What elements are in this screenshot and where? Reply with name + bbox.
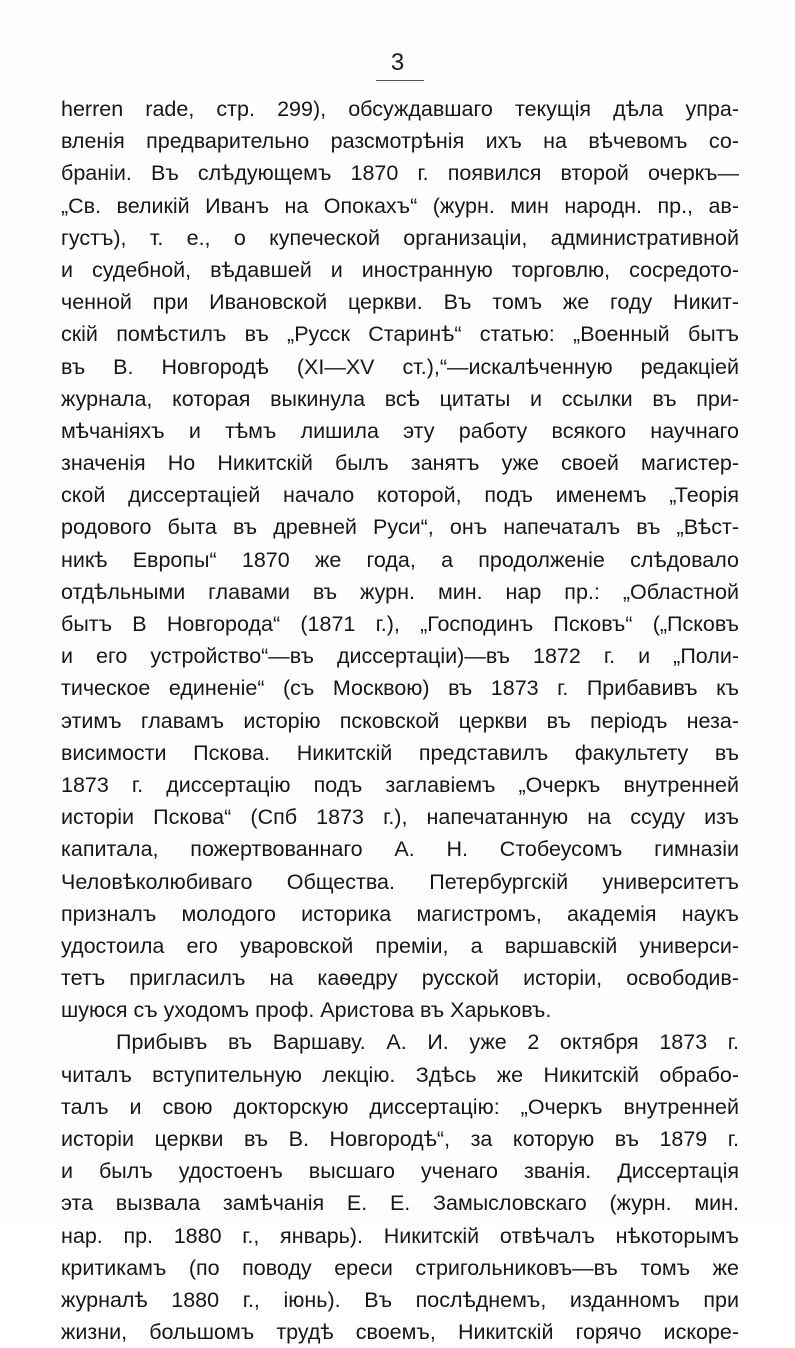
page-number: 3 (390, 49, 405, 76)
text-line: вленія предварительно разсмотрѣнія ихъ на вѣчевомъ со- (61, 129, 739, 154)
text-line: скій помѣстилъ въ „Русск Старинѣ“ статью: „Военный бытъ (61, 322, 739, 347)
text-line: журналѣ 1880 г., іюнь). Въ послѣднемъ, изданномъ при (61, 1287, 739, 1312)
paragraph-start-line: Прибывъ въ Варшаву. А. И. уже 2 октября 1873 г. (116, 1030, 739, 1055)
text-line: мѣчаніяхъ и тѣмъ лишила эту работу всякого научнаго (61, 418, 739, 443)
text-line: талъ и свою докторскую диссертацію: „Очеркъ внутренней (61, 1094, 739, 1119)
text-line: значенія Но Никитскій былъ занятъ уже своей магистер- (61, 451, 739, 476)
text-line: herren rade, стр. 299), обсуждавшаго текущія дѣла упра- (61, 97, 739, 121)
text-line: никѣ Европы“ 1870 же года, а продолженіе слѣдовало (61, 547, 739, 572)
page-number-rule (376, 80, 424, 81)
text-line: читалъ вступительную лекцію. Здѣсь же Никитскій обрабо- (61, 1062, 739, 1087)
text-line: тетъ пригласилъ на каѳедру русской исторіи, освободив- (61, 966, 739, 991)
text-line: „Св. великій Иванъ на Опокахъ“ (журн. мин народн. пр., ав- (61, 193, 739, 218)
text-line: ской диссертаціей начало которой, подъ именемъ „Теорія (61, 483, 739, 508)
text-line: тическое единеніе“ (съ Москвою) въ 1873 г. Прибавивъ къ (61, 676, 739, 701)
text-line: нар. пр. 1880 г., январь). Никитскій отвѣчалъ нѣкоторымъ (61, 1223, 739, 1248)
body-text (61, 93, 739, 1348)
paragraph-end-line: шуюся съ уходомъ проф. Аристова въ Харьковъ. (61, 998, 552, 1023)
text-line: капитала, пожертвованнаго А. Н. Стобеусомъ гимназіи (61, 837, 739, 862)
text-line: и судебной, вѣдавшей и иностранную торговлю, сосредото- (61, 257, 739, 282)
text-line: журнала, которая выкинула всѣ цитаты и ссылки въ при- (61, 386, 739, 411)
text-line: исторіи Пскова“ (Спб 1873 г.), напечатанную на ссуду изъ (61, 805, 739, 830)
text-line: эта вызвала замѣчанія Е. Е. Замысловскаго (журн. мин. (61, 1191, 739, 1216)
text-line: въ В. Новгородѣ (XI—XV ст.),“—искалѣченную редакціей (61, 354, 739, 379)
text-line: критикамъ (по поводу ереси стригольниковъ—въ томъ же (61, 1255, 739, 1280)
text-line: отдѣльными главами въ журн. мин. нар пр.: „Областной (61, 579, 739, 604)
text-line: жизни, большомъ трудѣ своемъ, Никитскій горячо искоре- (61, 1320, 739, 1345)
text-line: родового быта въ древней Руси“, онъ напечаталъ въ „Вѣст- (61, 515, 739, 540)
text-line: удостоила его уваровской преміи, а варшавскій универси- (61, 933, 739, 958)
text-line: и былъ удостоенъ высшаго ученаго званія. Диссертація (61, 1159, 739, 1184)
text-line: бытъ В Новгорода“ (1871 г.), „Господинъ Псковъ“ („Псковъ (61, 612, 739, 636)
text-line: браніи. Въ слѣдующемъ 1870 г. появился второй очеркъ— (61, 161, 739, 186)
text-line: этимъ главамъ исторію псковской церкви въ періодъ неза- (61, 708, 739, 733)
text-line: и его устройство“—въ диссертаціи)—въ 1872 г. и „Поли- (61, 644, 739, 669)
text-line: 1873 г. диссертацію подъ заглавіемъ „Очеркъ внутренней (61, 772, 739, 797)
text-line: густъ), т. е., о купеческой организаціи, административной (61, 225, 739, 250)
text-line: исторіи церкви въ В. Новгородѣ“, за которую въ 1879 г. (61, 1127, 739, 1151)
text-line: висимости Пскова. Никитскій представилъ факультету въ (61, 740, 739, 765)
text-line: Человѣколюбиваго Общества. Петербургскій университетъ (61, 869, 739, 894)
text-line: ченной при Ивановской церкви. Въ томъ же году Никит- (61, 290, 739, 315)
text-line: призналъ молодого историка магистромъ, академія наукъ (61, 901, 739, 926)
